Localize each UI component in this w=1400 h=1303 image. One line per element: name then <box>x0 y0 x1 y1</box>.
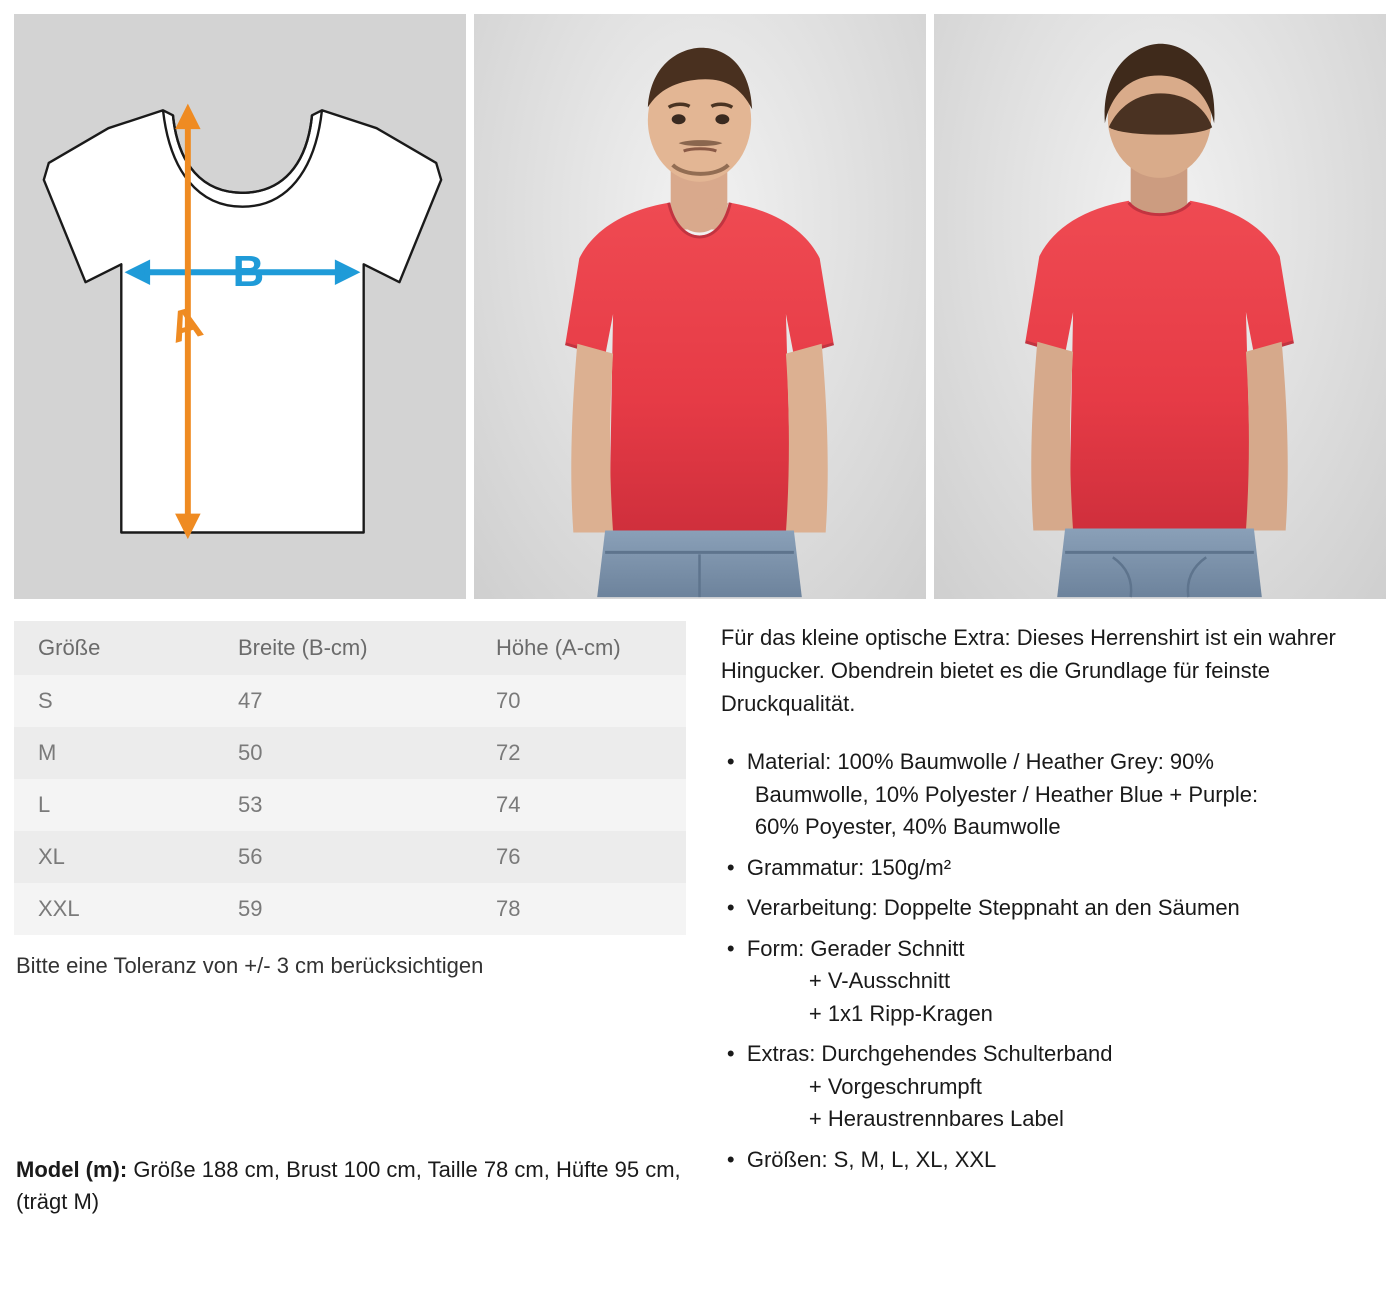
product-intro-text: Für das kleine optische Extra: Dieses Herrenshirt ist ein wahrer Hingucker. Obendrein bietet es die Grundlage für feinste Druckqualität. <box>720 625 1336 716</box>
cell-width: 59 <box>214 883 472 935</box>
table-row <box>14 883 686 935</box>
spec-continuation: 60% Poyester, 40% Baumwolle <box>754 814 1061 840</box>
spec-main: Material: 100% Baumwolle / Heather Grey: 90% <box>746 749 1214 774</box>
model-back-photo <box>934 14 1386 599</box>
spec-sub: + 1x1 Ripp-Kragen <box>808 1000 993 1026</box>
spec-main: Verarbeitung: Doppelte Steppnaht an den Säumen <box>746 895 1240 921</box>
model-note <box>14 1154 706 1218</box>
description-column <box>707 621 1386 1218</box>
spec-weight <box>721 852 1386 885</box>
product-specs-list <box>721 746 1386 1177</box>
spec-main: Extras: Durchgehendes Schulterband <box>746 1041 1113 1067</box>
size-table-column <box>14 621 707 1218</box>
spec-continuation: Baumwolle, 10% Polyester / Heather Blue + Purple: <box>754 781 1259 807</box>
table-row <box>14 831 686 883</box>
cell-height: 76 <box>472 831 686 883</box>
spec-sizes <box>721 1144 1386 1177</box>
column-header-height: Höhe (A-cm) <box>472 621 686 675</box>
cell-size: M <box>14 727 214 779</box>
tolerance-note: Bitte eine Toleranz von +/- 3 cm berücksichtigen <box>16 953 484 978</box>
spec-processing <box>721 892 1386 925</box>
cell-width: 47 <box>214 675 472 727</box>
cell-height: 72 <box>472 727 686 779</box>
spec-sub: + Vorgeschrumpft <box>808 1073 982 1099</box>
diagram-label-height: A <box>163 296 208 353</box>
cell-size: XXL <box>14 883 214 935</box>
spec-main: Form: Gerader Schnitt <box>746 935 965 961</box>
column-header-width: Breite (B-cm) <box>214 621 472 675</box>
cell-height: 70 <box>472 675 686 727</box>
spec-sub: + V-Ausschnitt <box>808 968 951 994</box>
table-row <box>14 727 686 779</box>
cell-size: XL <box>14 831 214 883</box>
column-header-size: Größe <box>14 621 214 675</box>
cell-size: L <box>14 779 214 831</box>
diagram-label-width: B <box>232 247 265 297</box>
spec-main: Grammatur: 150g/m² <box>746 854 952 880</box>
model-note-text: Größe 188 cm, Brust 100 cm, Taille 78 cm, Hüfte 95 cm, (trägt M) <box>16 1157 681 1214</box>
size-table <box>14 621 686 935</box>
spec-main: Größen: S, M, L, XL, XXL <box>746 1147 997 1173</box>
spec-form <box>721 933 1386 1031</box>
cell-height: 74 <box>472 779 686 831</box>
spec-sub: + Heraustrennbares Label <box>808 1106 1064 1132</box>
spec-extras <box>721 1038 1386 1136</box>
shirt-measure-diagram <box>14 14 466 599</box>
cell-size: S <box>14 675 214 727</box>
cell-width: 56 <box>214 831 472 883</box>
cell-width: 53 <box>214 779 472 831</box>
cell-height: 78 <box>472 883 686 935</box>
cell-width: 50 <box>214 727 472 779</box>
model-note-label: Model (m): <box>16 1157 128 1182</box>
size-diagram-card <box>14 14 466 599</box>
table-row <box>14 779 686 831</box>
table-row <box>14 675 686 727</box>
model-front-illustration <box>474 14 926 599</box>
spec-material <box>721 746 1386 844</box>
product-images-row <box>0 0 1400 599</box>
product-details-section <box>0 599 1400 1218</box>
model-back-illustration <box>934 14 1386 599</box>
table-header-row <box>14 621 686 675</box>
model-front-photo <box>474 14 926 599</box>
